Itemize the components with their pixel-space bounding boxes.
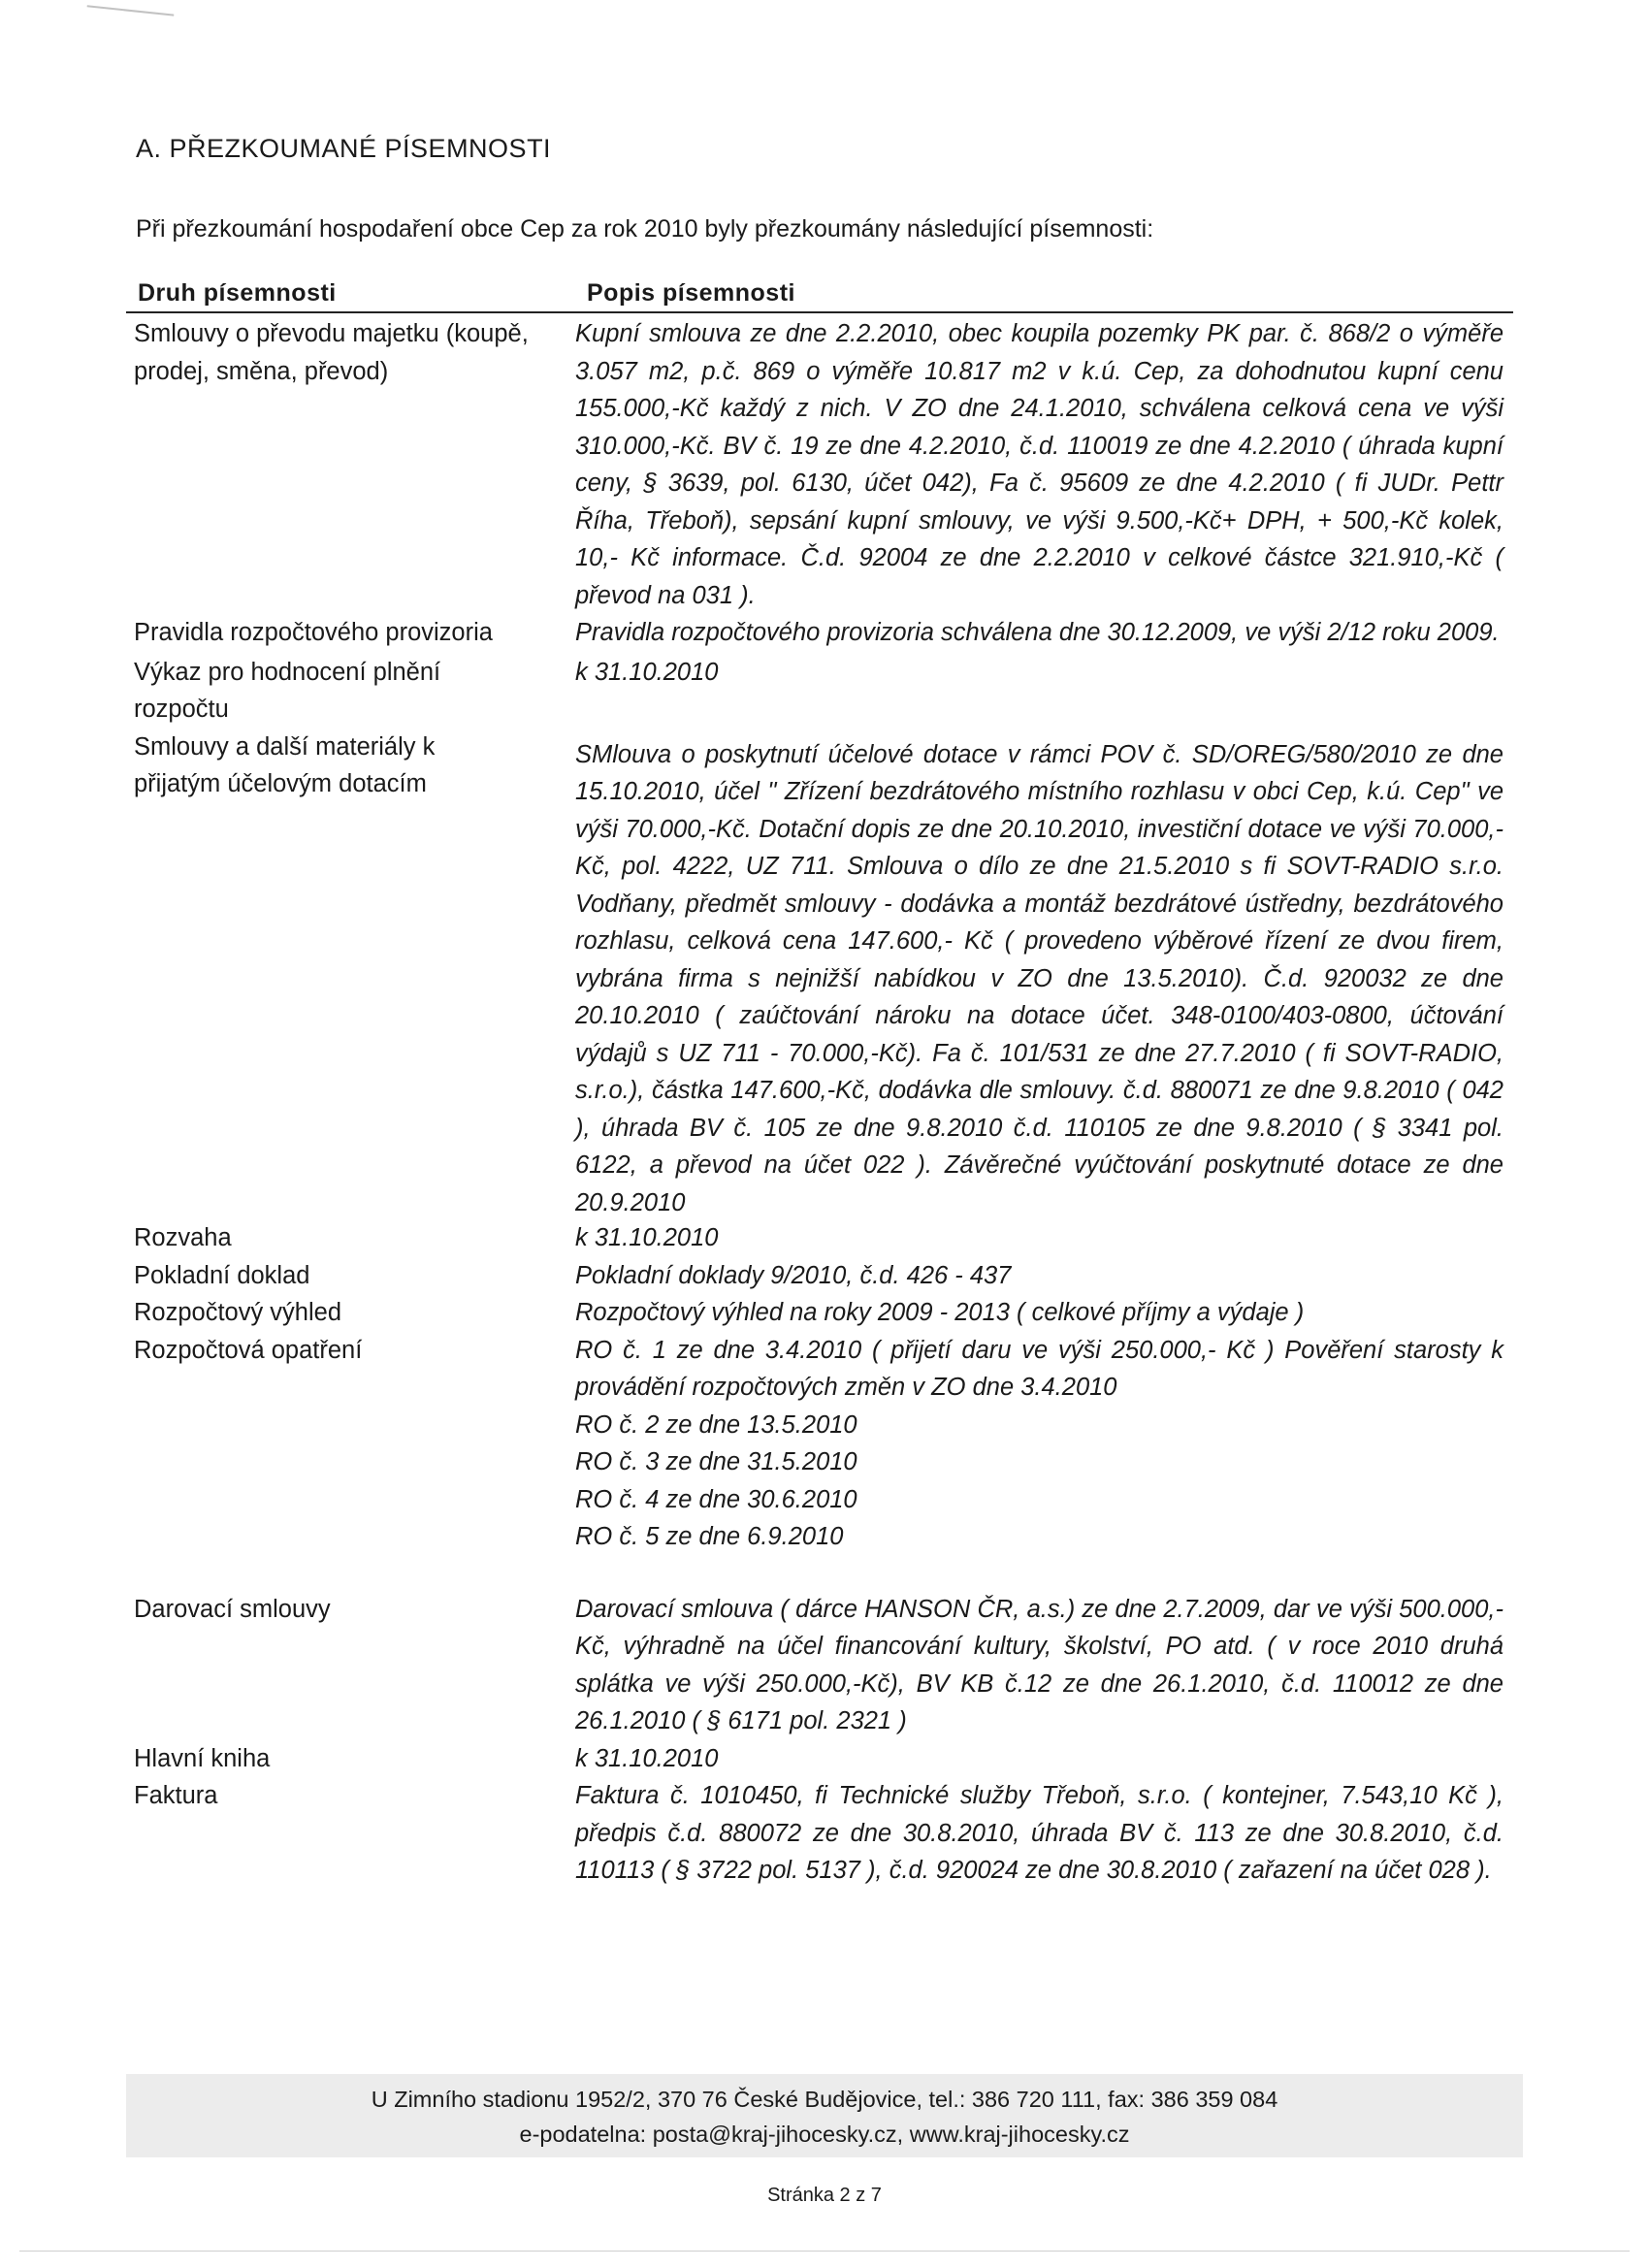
document-type: Darovací smlouvy: [134, 1595, 331, 1623]
document-description: Pravidla rozpočtového provizoria schválena dne 30.12.2009, ve výši 2/12 roku 2009.: [575, 619, 1500, 646]
document-description: Pokladní doklady 9/2010, č.d. 426 - 437: [575, 1261, 1012, 1289]
table-row: [126, 315, 1513, 614]
section-title: A. PŘEZKOUMANÉ PÍSEMNOSTI: [136, 134, 552, 163]
document-type: Hlavní kniha: [134, 1744, 271, 1772]
footer-contact: e-podatelna: posta@kraj-jihocesky.cz, www.kraj-jihocesky.cz: [519, 2122, 1130, 2147]
scan-artifact-mark: [87, 0, 176, 16]
document-description: RO č. 1 ze dne 3.4.2010 ( přijetí daru ve výši 250.000,- Kč ) Pověření starosty k provádění rozpočtových změn v ZO dne 3.4.2010: [575, 1336, 1504, 1401]
budget-measure-item: RO č. 4 ze dne 30.6.2010: [575, 1485, 857, 1513]
document-type: Rozpočtový výhled: [134, 1299, 342, 1326]
table-row: [126, 729, 1513, 1222]
table-row: [126, 1740, 1513, 1778]
footer-address: U Zimního stadionu 1952/2, 370 76 České Budějovice, tel.: 386 720 111, fax: 386 359 084: [371, 2087, 1278, 2112]
document-description: Kupní smlouva ze dne 2.2.2010, obec koupila pozemky PK par. č. 868/2 o výměře 3.057 m2, p.č. 869 o výměře 10.817 m2 v k.ú. Cep, za dohodnutou kupní cenu 155.000,-Kč každý z nich. V ZO dne 24.1.2010, schválena celková cena ve výši 310.000,-Kč. BV č. 19 ze dne 4.2.2010, č.d. 110019 ze dne 4.2.2010 ( úhrada kupní ceny, § 3639, pol. 6130, účet 042), Fa č. 95609 ze dne 4.2.2010 ( fi JUDr. Pettr Říha, Třeboň), sepsání kupní smlouvy, ve výši 9.500,-Kč+ DPH, + 500,-Kč kolek, 10,- Kč informace. Č.d. 92004 ze dne 2.2.2010 v celkové částce 321.910,-Kč ( převod na 031 ).: [575, 320, 1504, 609]
column-header-type: Druh písemnosti: [138, 279, 337, 307]
column-header-description: Popis písemnosti: [587, 279, 795, 307]
document-description: k 31.10.2010: [575, 658, 719, 686]
document-description-group: [558, 1332, 1513, 1556]
documents-table: [126, 279, 1513, 1890]
document-type: Smlouvy a další materiály k přijatým účelovým dotacím: [134, 732, 436, 797]
document-type: Faktura: [134, 1782, 218, 1809]
table-header: [126, 279, 1513, 313]
table-row: [126, 1332, 1513, 1556]
document-type: Pravidla rozpočtového provizoria: [134, 619, 493, 646]
table-row: [126, 614, 1513, 652]
scan-edge-line: [19, 2251, 1630, 2252]
document-type: Smlouvy o převodu majetku (koupě, prodej, směna, převod): [134, 320, 529, 385]
page-number: Stránka 2 z 7: [767, 2185, 882, 2206]
table-row: [126, 1777, 1513, 1890]
table-row: [126, 1257, 1513, 1295]
budget-measure-item: RO č. 3 ze dne 31.5.2010: [575, 1448, 857, 1475]
intro-text: Při přezkoumání hospodaření obce Cep za rok 2010 byly přezkoumány následující písemnosti:: [136, 215, 1154, 243]
document-type: Výkaz pro hodnocení plnění rozpočtu: [134, 658, 441, 723]
table-row: [126, 1591, 1513, 1740]
document-description: SMlouva o poskytnutí účelové dotace v rámci POV č. SD/OREG/580/2010 ze dne 15.10.2010, účel " Zřízení bezdrátového místního rozhlasu v obci Cep, k.ú. Cep" ve výši 70.000,-Kč. Dotační dopis ze dne 20.10.2010, investiční dotace ve výši 70.000,-Kč, pol. 4222, UZ 711. Smlouva o dílo ze dne 21.5.2010 s fi SOVT-RADIO s.r.o. Vodňany, předmět smlouvy - dodávka a montáž bezdrátové ústředny, bezdrátového rozhlasu, celková cena 147.600,- Kč ( provedeno výběrové řízení ze dvou firem, vybrána firma s nejnižší nabídkou v ZO dne 13.5.2010). Č.d. 920032 ze dne 20.10.2010 ( zaúčtování nároku na dotace účet. 348-0100/403-0800, účtování výdajů s UZ 711 - 70.000,-Kč). Fa č. 101/531 ze dne 27.7.2010 ( fi SOVT-RADIO, s.r.o.), částka 147.600,-Kč, dodávka dle smlouvy. č.d. 880071 ze dne 9.8.2010 ( 042 ), úhrada BV č. 105 ze dne 9.8.2010 č.d. 110105 ze dne 9.8.2010 ( § 3341 pol. 6122, a převod na účet 022 ). Závěrečné vyúčtování poskytnuté dotace ze dne 20.9.2010: [575, 740, 1504, 1216]
document-description: k 31.10.2010: [575, 1744, 719, 1772]
table-row: [126, 654, 1513, 729]
page-footer: [126, 2074, 1523, 2157]
document-description: Faktura č. 1010450, fi Technické služby Třeboň, s.r.o. ( kontejner, 7.543,10 Kč ), předpis č.d. 880072 ze dne 30.8.2010, úhrada BV č. 113 ze dne 30.8.2010, č.d. 110113 ( § 3722 pol. 5137 ), č.d. 920024 ze dne 30.8.2010 ( zařazení na účet 028 ).: [575, 1782, 1504, 1884]
document-type: Rozvaha: [134, 1224, 232, 1251]
document-type: Rozpočtová opatření: [134, 1336, 363, 1364]
document-description: k 31.10.2010: [575, 1224, 719, 1251]
budget-measure-item: RO č. 5 ze dne 6.9.2010: [575, 1523, 844, 1550]
document-description: Darovací smlouva ( dárce HANSON ČR, a.s.) ze dne 2.7.2009, dar ve výši 500.000,-Kč, výhradně na účel financování kultury, školství, PO atd. ( v roce 2010 druhá splátka ve výši 250.000,-Kč), BV KB č.12 ze dne 26.1.2010, č.d. 110012 ze dne 26.1.2010 ( § 6171 pol. 2321 ): [575, 1595, 1504, 1734]
budget-measure-item: RO č. 2 ze dne 13.5.2010: [575, 1410, 857, 1439]
document-type: Pokladní doklad: [134, 1261, 310, 1289]
table-row: [126, 1219, 1513, 1257]
document-description: Rozpočtový výhled na roky 2009 - 2013 ( celkové příjmy a výdaje ): [575, 1299, 1305, 1326]
table-row: [126, 1294, 1513, 1332]
